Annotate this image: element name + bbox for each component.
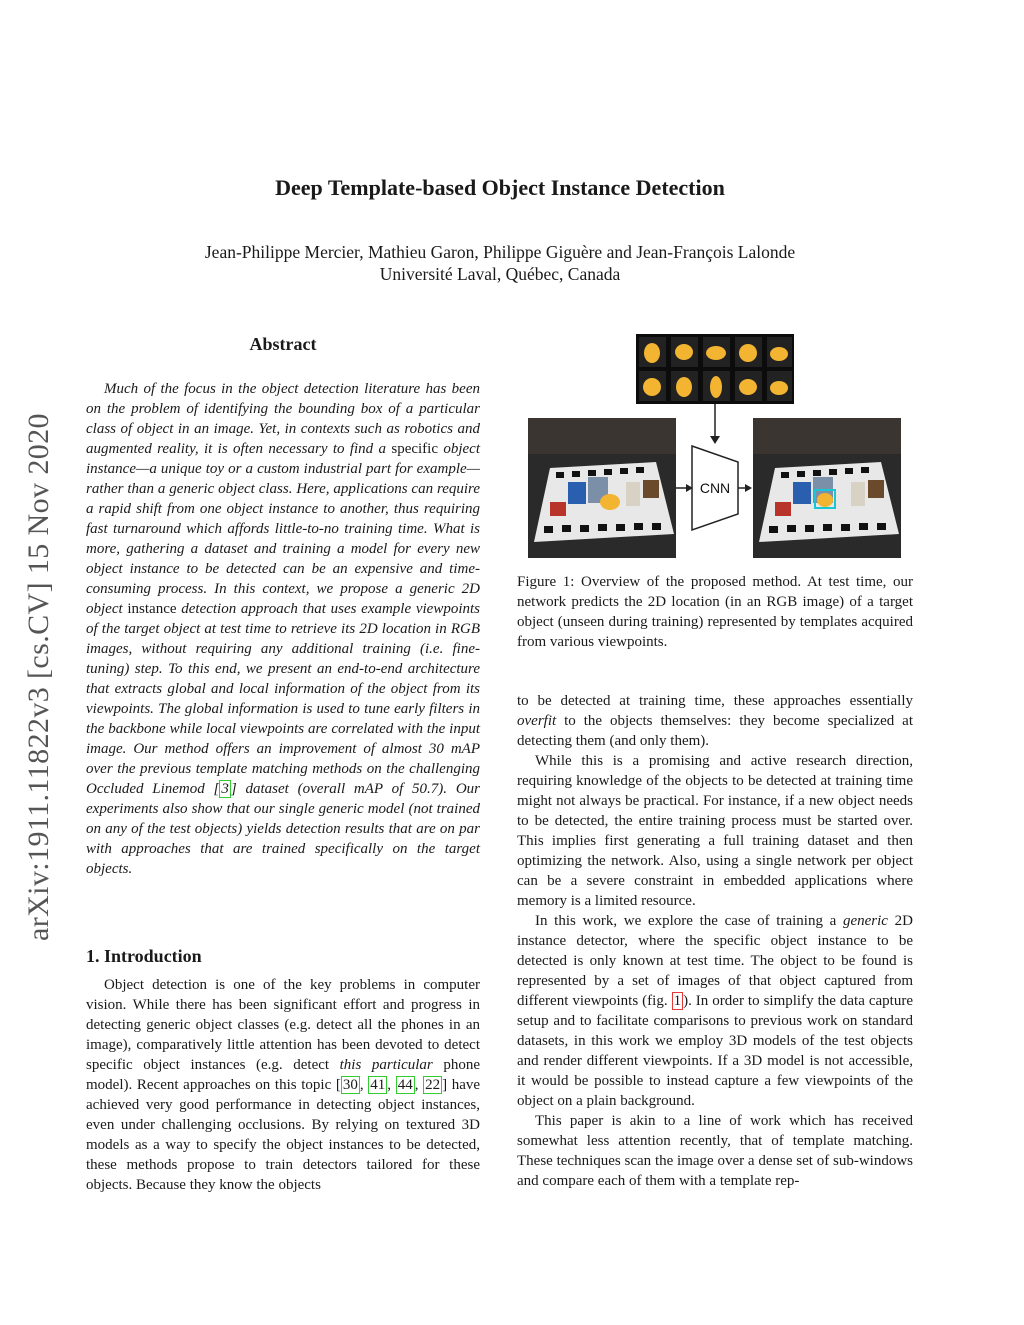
affiliation: Université Laval, Québec, Canada	[379, 264, 621, 284]
intro-paragraph: to be detected at training time, these approaches essentially overfit to the objects themselves: they become specialized at detecting them (and only them).	[517, 693, 913, 749]
introduction-body-continued	[517, 691, 913, 1191]
intro-paragraph: This paper is akin to a line of work which has received somewhat less attention recently, that of template matching. These techniques scan the image over a dense set of sub-windows and compare each of them with a template rep-	[517, 1113, 913, 1189]
abstract-heading: Abstract	[249, 334, 317, 354]
figure-1-caption	[517, 572, 913, 652]
output-scene-image	[753, 418, 901, 558]
abstract-body	[86, 379, 480, 879]
citation-link[interactable]: 30	[342, 1077, 358, 1093]
citation-link[interactable]: 22	[425, 1077, 441, 1093]
method-overview-diagram	[528, 332, 901, 564]
input-scene-image	[528, 418, 676, 558]
introduction-body	[86, 975, 480, 1195]
author-names: Jean-Philippe Mercier, Mathieu Garon, Philippe Giguère and Jean-François Lalonde	[204, 242, 796, 262]
paper-title: Deep Template-based Object Instance Detection	[275, 175, 725, 200]
citation-link[interactable]: 44	[397, 1077, 413, 1093]
intro-paragraph: While this is a promising and active research direction, requiring knowledge of the objects to be detected at training time might not always be practical. For instance, if a new object needs to be detected, the entire training process must be started over. This implies first generating a full training dataset and then optimizing the network. Also, using a single network per object can be a severe constraint in embedded applications where memory is a limited resource.	[517, 753, 913, 909]
arxiv-identifier-text: arXiv:1911.11822v3 [cs.CV] 15 Nov 2020	[22, 413, 55, 941]
intro-paragraph: Object detection is one of the key problems in computer vision. While there has been significant effort and progress in detecting generic object classes (e.g. detect all the phones in an image), comparatively little attention has been devoted to detect specific object instances (e.g. detect this particular phone model). Recent approaches on this topic [ 30 , 41 , 44 , 22 ] have achieved very good performance in detecting object instances, even under challenging occlusions. By relying on textured 3D models as a way to specify the object instances to be detected, these methods propose to train detectors tailored for these objects. Because they know the objects	[86, 977, 481, 1193]
citation-link[interactable]: 41	[370, 1077, 386, 1093]
caption-text: Figure 1: Overview of the proposed method. At test time, our network predicts the 2D location (in an RGB image) of a target object (unseen during training) represented by templates acquired from various viewpoints.	[517, 574, 913, 650]
citation-link[interactable]: 3	[221, 781, 229, 797]
author-block	[0, 241, 1000, 285]
abstract-paragraph: Much of the focus in the object detection literature has been on the problem of identifying the bounding box of a particular class of object in an image. Yet, in contexts such as robotics and augmented reality, it is often necessary to find a specific object instance—a unique toy or a custom industrial part for example—rather than a generic object class. Here, applications can require a rapid shift from one object instance to another, thus requiring fast turnaround which affords little-to-no training time. What is more, gathering a dataset and training a model for every new object instance to be detected can be an expensive and time-consuming process. In this context, we propose a generic 2D object instance detection approach that uses example viewpoints of the target object at test time to retrieve its 2D location in RGB images, without requiring any additional training (i.e. fine-tuning) step. To this end, we present an end-to-end architecture that extracts global and local information of the object from its viewpoints. The global information is used to tune early filters in the backbone while local viewpoints are correlated with the input image. Our method offers an improvement of almost 30 mAP over the previous template matching methods on the challenging Occluded Linemod [ 3 ] dataset (overall mAP of 50.7). Our experiments also show that our single generic model (not trained on any of the test objects) yields detection results that are on par with approaches that are trained specifically on the target objects.	[86, 381, 481, 877]
figure-reference-link[interactable]: 1	[673, 993, 682, 1009]
intro-paragraph: In this work, we explore the case of training a generic 2D instance detector, where the specific object instance to be detected is only known at test time. The object to be found is represented by a set of images of that object captured from different viewpoints (fig. 1 ). In order to simplify the data capture setup and to facilitate comparisons to previous work on standard datasets, in this work we employ 3D models of the test objects and render different viewpoints. If a 3D model is not accessible, it would be possible to instead capture a few viewpoints of the object on a plain background.	[517, 913, 913, 1109]
figure-1	[528, 332, 901, 564]
section-heading-introduction: 1. Introduction	[86, 946, 202, 966]
cnn-label: CNN	[699, 480, 731, 496]
